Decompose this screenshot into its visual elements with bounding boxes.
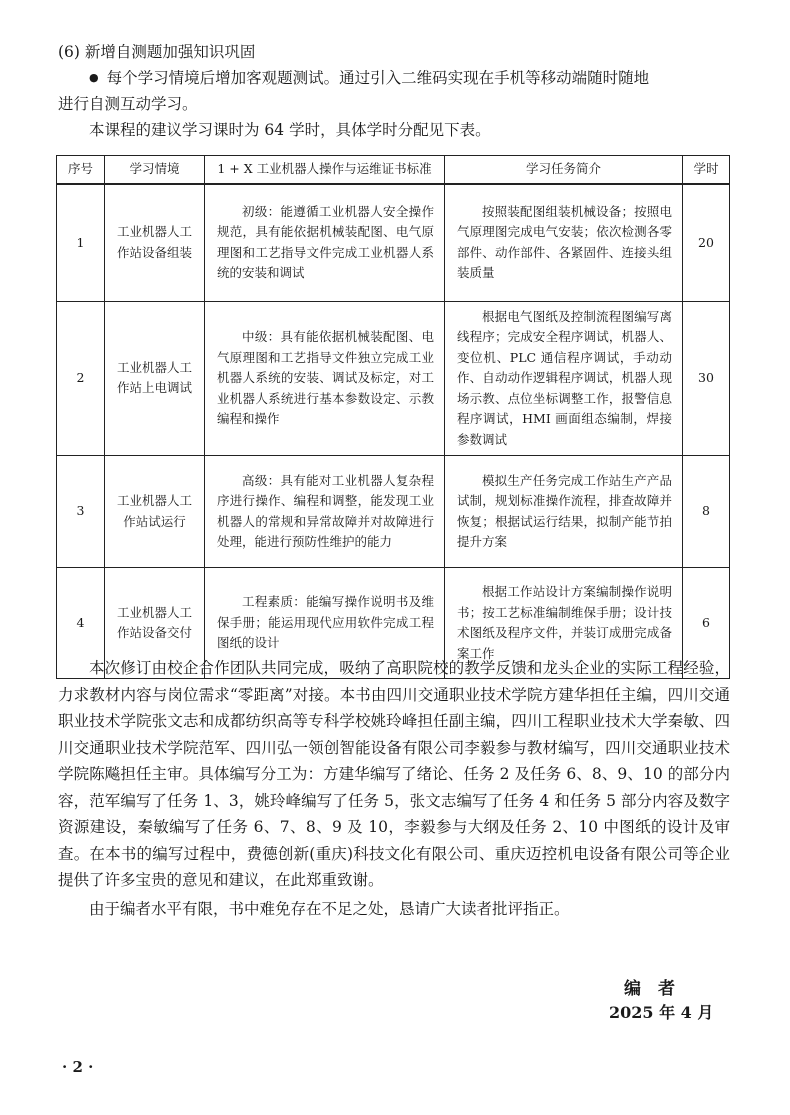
header-no: 序号 [57,156,105,185]
row-standard [205,184,445,301]
bullet-continuation: 进行自测互动学习。 [58,95,198,113]
row-hours: 20 [683,184,730,301]
row-no: 3 [57,456,105,568]
table-header-row [57,156,730,185]
row-standard-text: 初级：能遵循工业机器人安全操作规范，具有能依据机械装配图、电气原理图和工艺指导文件完成工业机器人系统的安装和调试 [217,203,434,281]
row-standard [205,301,445,456]
row-hours: 30 [683,301,730,456]
row-standard-text: 高级：具有能对工业机器人复杂程序进行操作、编程和调整，能发现工业机器人的常规和异常故障并对故障进行处理，能进行预防性维护的能力 [217,472,434,549]
table-row [57,301,730,456]
course-hours-table [56,155,730,679]
row-tasks-text: 按照装配图组装机械设备；按照电气原理图完成电气安装；依次检测各零部件、动作部件、各紧固件、连接头组装质量 [457,203,672,281]
header-situation: 学习情境 [105,156,205,185]
signature: 编 者 [624,979,675,999]
page-number: · 2 · [62,1058,94,1076]
table-row [57,456,730,568]
row-standard [205,456,445,568]
header-hours: 学时 [683,156,730,185]
table-row [57,184,730,301]
section-heading: (6) 新增自测题加强知识巩固 [58,43,256,61]
row-hours: 6 [683,568,730,679]
row-situation: 工业机器人工作站设备交付 [105,568,205,679]
row-situation: 工业机器人工作站试运行 [105,456,205,568]
row-no: 1 [57,184,105,301]
row-tasks [445,184,683,301]
row-situation: 工业机器人工作站上电调试 [105,301,205,456]
row-tasks-text: 根据电气图纸及控制流程图编写离线程序；完成安全程序调试，机器人、变位机、PLC 通信程序调试，手动动作、自动动作逻辑程序调试，机器人现场示教、点位坐标调整工作，报警信息程序调试，HMI 画面组态编制，焊接参数调试 [457,308,672,447]
header-standard: 1 + X 工业机器人操作与运维证书标准 [205,156,445,185]
row-tasks [445,456,683,568]
row-standard-text: 中级：具有能依据机械装配图、电气原理图和工艺指导文件独立完成工业机器人系统的安装、调试及标定，对工业机器人系统进行基本参数设定、示教编程和操作 [217,329,434,426]
row-tasks-text: 根据工作站设计方案编制操作说明书；按工艺标准编制维保手册；设计技术图纸及程序文件，并装订成册完成备案工作 [457,584,672,661]
row-situation: 工业机器人工作站设备组装 [105,184,205,301]
bullet-item [58,66,761,90]
revision-paragraph: 本次修订由校企合作团队共同完成，吸纳了高职院校的教学反馈和龙头企业的实际工程经验，力求教材内容与岗位需求“零距离”对接。本书由四川交通职业技术学院方建华担任主编，四川交通职业技术学院张文志和成都纺织高等专科学校姚玲峰担任副主编，四川工程职业技术大学秦敏、四川交通职业技术学院范军、四川弘一领创智能设备有限公司李毅参与教材编写，四川交通职业技术学院陈飚担任主审。具体编写分工为：方建华编写了绪论、任务 2 及任务 6、8、9、10 的部分内容，范军编写了任务 1、3，姚玲峰编写了任务 5，张文志编写了任务 4 和任务 5 部分内容及数字资源建设，秦敏编写了任务 6、7、8、9 及 10，李毅参与大纲及任务 2、10 中图纸的设计及审查。在本书的编写过程中，费德创新(重庆)科技文化有限公司、重庆迈控机电设备有限公司等企业提供了许多宝贵的意见和建议，在此郑重致谢。 [58,659,730,889]
date: 2025 年 4 月 [609,1003,714,1022]
row-no: 2 [57,301,105,456]
row-hours: 8 [683,456,730,568]
bullet-text: 每个学习情境后增加客观题测试。通过引入二维码实现在手机等移动端随时随地 [106,69,650,87]
hours-note: 本课程的建议学习课时为 64 学时，具体学时分配见下表。 [89,121,491,139]
bullet-dot-icon: ● [89,71,99,84]
header-tasks: 学习任务简介 [445,156,683,185]
row-tasks [445,301,683,456]
row-tasks-text: 模拟生产任务完成工作站生产产品试制，规划标准操作流程，排查故障并恢复；根据试运行结果，拟制产能节拍提升方案 [457,472,672,549]
row-no: 4 [57,568,105,679]
closing-paragraph: 由于编者水平有限，书中难免存在不足之处，恳请广大读者批评指正。 [89,900,570,918]
row-standard-text: 工程素质：能编写操作说明书及维保手册；能运用现代应用软件完成工程图纸的设计 [217,594,434,651]
